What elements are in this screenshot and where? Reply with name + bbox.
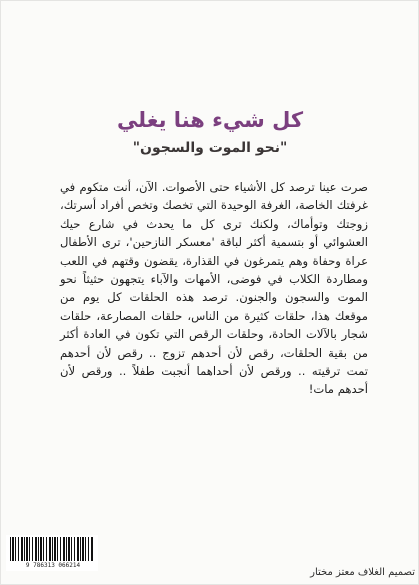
barcode-digits: 9 786313 066214 [25,562,81,569]
book-subtitle: "نحو الموت والسجون" [132,140,288,156]
blurb-text-block [60,178,368,399]
blurb-paragraph: صرت عينا ترصد كل الأشياء حتى الأصوات. الآن، أنت متكوم في غرفتك الخاصة، الغرفة الوحيدة التي تخصك وتخص أفراد أسرتك، زوجتك وتوأماك، ولكنك ترى كل ما يحدث في شارع حيك العشوائي أو بتسمية أكثر لباقة 'معسكر النازحين'، ترى الأطفال عراة وحفاة وهم يتمرغون في القذارة، يقضون وقتهم في اللعب ومطاردة الكلاب في فوضى، الأمهات والآباء يتجهون حثيثاً نحو الموت والسجون والجنون. ترصد هذه الحلقات كل يوم من موقعك هذا، حلقات كثيرة من الناس، حلقات المصارعة، حلقات شجار بالآلات الحادة، وحلقات الرقص التي تكون في العادة أكثر من بقية الحلقات، رقص لأن أحدهم تزوج .. رقص لأن أحدهم تمت ترقيته .. ورقص لأن أحداهما أنجبت طفلاً .. ورقص لأن أحدهم مات! [60,180,368,397]
cover-design-credit: تصميم الغلاف معتز مختار [310,567,415,578]
barcode-bars-icon [10,537,94,561]
isbn-barcode [6,535,98,571]
book-title: كل شيء هنا يغلي [116,108,304,132]
